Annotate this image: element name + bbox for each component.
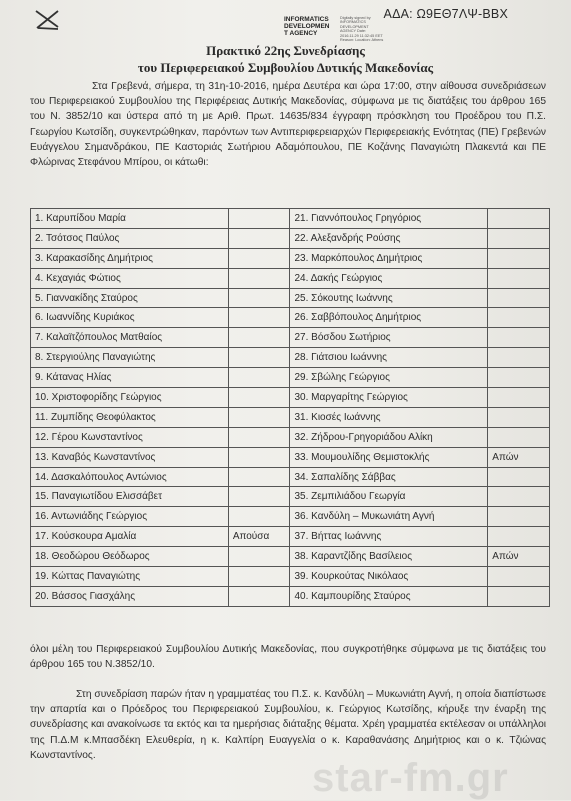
member-name: 28. Γιάτσιου Ιωάννης — [290, 348, 488, 368]
table-row — [31, 487, 550, 507]
member-name: 18. Θεοδώρου Θεόδωρος — [31, 547, 229, 567]
members-table-body — [31, 209, 550, 607]
member-name: 12. Γέρου Κωνσταντίνος — [31, 427, 229, 447]
member-name: 16. Αντωνιάδης Γεώργιος — [31, 507, 229, 527]
member-name: 11. Ζυμπίδης Θεοφύλακτος — [31, 407, 229, 427]
member-status — [488, 328, 550, 348]
member-status — [488, 487, 550, 507]
table-row — [31, 467, 550, 487]
member-status — [228, 368, 290, 388]
member-status — [488, 507, 550, 527]
table-row — [31, 368, 550, 388]
intro-paragraph: Στα Γρεβενά, σήμερα, τη 31η-10-2016, ημέρα Δευτέρα και ώρα 17:00, στην αίθουσα συνεδριάσεων του Περιφερειακού Συμβουλίου της Περιφέρειας Δυτικής Μακεδονίας, σύμφωνα με τις διατάξεις του άρθρου 165 του Ν. 3852/10 και ύστερα από τη με Αριθ. Πρωτ. 14635/834 έγγραφη πρόσκληση του Προέδρου του Π.Σ. Γεωργίου Κωτσίδη, συγκεντρώθηκαν, παρόντων των Αντιπεριφερειαρχών Περιφερειακής Ενότητας (ΠΕ) Γρεβενών Ευάγγελου Σημανδράκου, ΠΕ Καστοριάς Σωτήριου Αδαμόπουλου, ΠΕ Κοζάνης Παναγιώτη Πλακεντά και ΠΕ Φλώρινας Στεφάνου Μπίρου, οι κάτωθι: — [30, 81, 546, 169]
member-status — [488, 527, 550, 547]
member-name: 26. Σαββόπουλος Δημήτριος — [290, 308, 488, 328]
member-status: Απούσα — [228, 527, 290, 547]
closing-paragraph: Στη συνεδρίαση παρών ήταν η γραμματέας του Π.Σ. κ. Κανδύλη – Μυκωνιάτη Αγνή, η οποία διαπίστωσε την απαρτία και ο Πρόεδρος του Περιφερειακού Συμβουλίου, κ. Γεώργιος Κωτσίδης, κήρυξε την έναρξη της συνεδρίασης και ανακοίνωσε τα εκτός και τα ημερήσιας διάταξης θέματα. Χρέη γραμματέα εκτέλεσαν οι υπάλληλοι της Π.Δ.Μ κ.Μπασδέκη Ελευθερία, η κ. Καλπίρη Ευαγγελία ο κ. Καραθανάσης Δημήτριος και ο κ. Τζιώνας Κωνσταντίνος. — [30, 689, 546, 761]
table-row — [31, 248, 550, 268]
member-name: 37. Βήττας Ιωάννης — [290, 527, 488, 547]
member-status — [228, 388, 290, 408]
member-name: 17. Κούσκουρα Αμαλία — [31, 527, 229, 547]
table-row — [31, 308, 550, 328]
member-status — [228, 427, 290, 447]
member-name: 34. Σαπαλίδης Σάββας — [290, 467, 488, 487]
member-name: 32. Ζήδρου-Γρηγοριάδου Αλίκη — [290, 427, 488, 447]
member-name: 38. Καραντζίδης Βασίλειος — [290, 547, 488, 567]
watermark: star-fm.gr — [312, 756, 509, 800]
member-name: 13. Καναβός Κωνσταντίνος — [31, 447, 229, 467]
table-row — [31, 586, 550, 606]
member-name: 36. Κανδύλη – Μυκωνιάτη Αγνή — [290, 507, 488, 527]
member-name: 1. Καρυπίδου Μαρία — [31, 209, 229, 229]
member-name: 15. Παναγιωτίδου Ελισσάβετ — [31, 487, 229, 507]
member-name: 31. Κιοσές Ιωάννης — [290, 407, 488, 427]
document-subtitle: του Περιφερειακού Συμβουλίου Δυτικής Μακεδονίας — [137, 60, 434, 75]
member-status: Απών — [488, 547, 550, 567]
table-row — [31, 427, 550, 447]
member-status — [228, 547, 290, 567]
member-status — [488, 567, 550, 587]
member-status — [488, 467, 550, 487]
member-status — [228, 567, 290, 587]
member-status — [228, 586, 290, 606]
signature-line-1: INFORMATICS — [284, 16, 329, 23]
table-row — [31, 209, 550, 229]
member-status — [488, 388, 550, 408]
member-name: 6. Ιωαννίδης Κυριάκος — [31, 308, 229, 328]
member-name: 8. Στεργιούλης Παναγιώτης — [31, 348, 229, 368]
member-status — [488, 248, 550, 268]
member-status — [488, 586, 550, 606]
member-status — [228, 507, 290, 527]
member-name: 39. Κουρκούτας Νικόλαος — [290, 567, 488, 587]
table-row — [31, 388, 550, 408]
digital-signature-details: Digitally signed by INFORMATICS DEVELOPMENT AGENCY Date: 2016.11.29 11:32:45 EET Reason: Location: Athens — [340, 16, 384, 43]
member-status: Απών — [488, 447, 550, 467]
member-name: 9. Κάτανας Ηλίας — [31, 368, 229, 388]
member-name: 2. Τσότσος Παύλος — [31, 228, 229, 248]
member-status — [228, 228, 290, 248]
member-status — [228, 248, 290, 268]
member-name: 24. Δακής Γεώργιος — [290, 268, 488, 288]
member-status — [228, 467, 290, 487]
member-status — [228, 308, 290, 328]
member-name: 7. Καλαϊτζόπουλος Ματθαίος — [31, 328, 229, 348]
digital-signature-label — [284, 16, 338, 37]
member-name: 10. Χριστοφορίδης Γεώργιος — [31, 388, 229, 408]
table-row — [31, 547, 550, 567]
member-name: 23. Μαρκόπουλος Δημήτριος — [290, 248, 488, 268]
table-row — [31, 228, 550, 248]
member-name: 25. Σόκουτης Ιωάννης — [290, 288, 488, 308]
signature-line-2: DEVELOPMEN — [284, 23, 330, 30]
member-name: 27. Βόσδου Σωτήριος — [290, 328, 488, 348]
member-status — [228, 407, 290, 427]
member-status — [228, 447, 290, 467]
member-name: 3. Καρακασίδης Δημήτριος — [31, 248, 229, 268]
member-status — [228, 209, 290, 229]
ada-code: ΑΔΑ: Ω9ΕΘ7ΛΨ-ΒΒΧ — [383, 7, 508, 21]
member-status — [488, 308, 550, 328]
member-status — [488, 288, 550, 308]
member-status — [228, 288, 290, 308]
table-row — [31, 407, 550, 427]
table-row — [31, 268, 550, 288]
table-row — [31, 348, 550, 368]
after-table-paragraph: όλοι μέλη του Περιφερειακού Συμβουλίου Δυτικής Μακεδονίας, που συγκροτήθηκε σύμφωνα με τις διατάξεις του άρθρου 165 του Ν.3852/10. — [30, 644, 546, 671]
member-name: 33. Μουμουλίδης Θεμιστοκλής — [290, 447, 488, 467]
document-title: Πρακτικό 22ης Συνεδρίασης — [206, 43, 365, 58]
member-name: 19. Κώττας Παναγιώτης — [31, 567, 229, 587]
member-name: 40. Καμπουρίδης Σταύρος — [290, 586, 488, 606]
member-name: 20. Βάσσος Γιασχάλης — [31, 586, 229, 606]
table-row — [31, 507, 550, 527]
cross-mark-icon — [34, 8, 60, 30]
member-status — [488, 209, 550, 229]
member-status — [488, 268, 550, 288]
member-name: 5. Γιαννακίδης Σταύρος — [31, 288, 229, 308]
member-name: 29. Σβώλης Γεώργιος — [290, 368, 488, 388]
member-status — [488, 348, 550, 368]
member-name: 21. Γιαννόπουλος Γρηγόριος — [290, 209, 488, 229]
member-status — [488, 427, 550, 447]
table-row — [31, 567, 550, 587]
member-status — [488, 407, 550, 427]
member-status — [228, 348, 290, 368]
table-row — [31, 527, 550, 547]
member-name: 35. Ζεμπιλιάδου Γεωργία — [290, 487, 488, 507]
table-row — [31, 447, 550, 467]
member-name: 30. Μαργαρίτης Γεώργιος — [290, 388, 488, 408]
table-row — [31, 328, 550, 348]
member-name: 14. Δασκαλόπουλος Αντώνιος — [31, 467, 229, 487]
member-status — [228, 328, 290, 348]
member-status — [488, 228, 550, 248]
table-row — [31, 288, 550, 308]
member-status — [228, 487, 290, 507]
members-table — [30, 208, 550, 607]
member-status — [228, 268, 290, 288]
member-status — [488, 368, 550, 388]
member-name: 22. Αλεξανδρής Ρούσης — [290, 228, 488, 248]
signature-line-3: T AGENCY — [284, 30, 318, 37]
member-name: 4. Κεχαγιάς Φώτιος — [31, 268, 229, 288]
